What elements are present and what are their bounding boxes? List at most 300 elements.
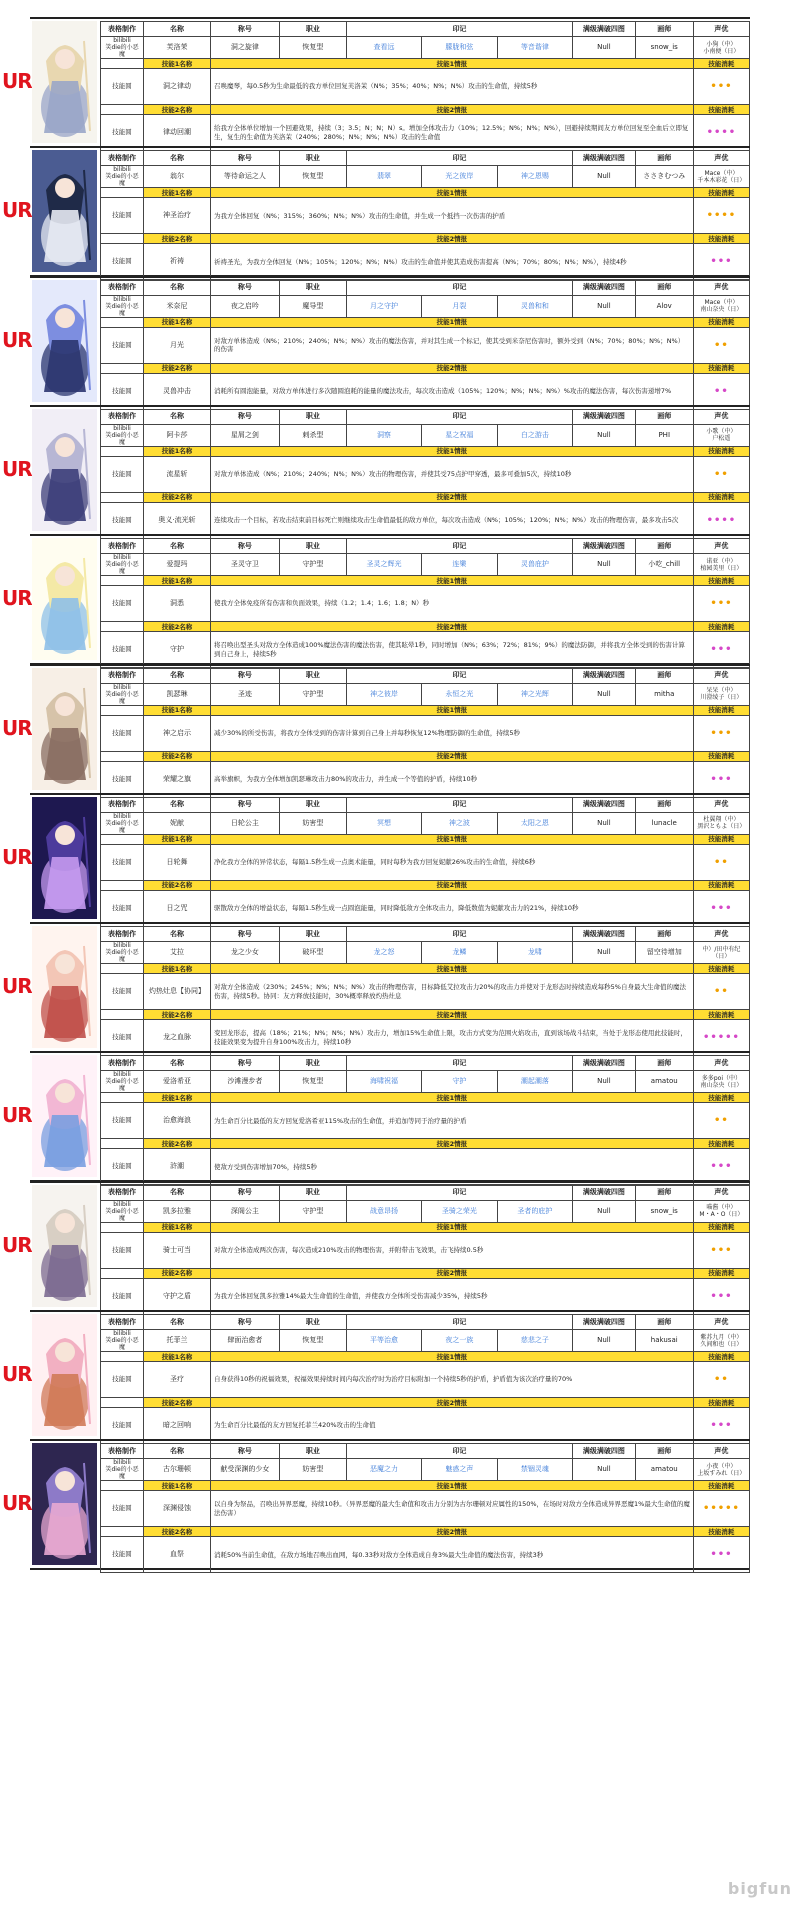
skill1-name: 洞悉 [144, 586, 211, 622]
header-title: 称号 [210, 22, 279, 37]
header-maker: 表格制作 [101, 927, 144, 942]
skill1-desc: 召唤魔琴，每0.5秒为生命最低的我方单位回复芙洛茉（N%；35%；40%；N%；N%）攻击的生命值，持续5秒 [210, 69, 693, 105]
character-card [2, 1310, 750, 1441]
rarity-badge: UR [2, 327, 32, 352]
header-name: 名称 [144, 1056, 211, 1071]
character-card [2, 17, 750, 148]
header-artist: 画师 [635, 22, 693, 37]
header-job: 职业 [279, 1056, 346, 1071]
mark-3[interactable]: 灵兽和和 [497, 295, 572, 317]
cv-value: 小狗（中） 小南便（日） [693, 37, 749, 59]
skill2-desc: 驱散敌方全体的增益状态，每隔1.5秒生成一点圆泡能量，同时降低敌方全体攻击力，降低数值为妮献攻击力的21%，持续10秒 [210, 890, 693, 926]
mark-3[interactable]: 等音谐律 [497, 37, 572, 59]
skill1-energy-header: 技能消耗 [693, 834, 749, 844]
skill2-desc: 变回龙形态，提高（18%；21%；N%；N%；N%）攻击力，增加15%生命值上限，攻击方式变为范围火焰攻击，直到该场战斗结束，当处于龙形态使用此技能时，技能效果变为提升自身100%攻击力，持续10秒 [210, 1020, 693, 1056]
mark-3[interactable]: 圣者的庇护 [497, 1200, 572, 1222]
maker-value: bilibili 笑die的小恶魔 [101, 1071, 144, 1093]
skill2-energy-dots: ••••• [693, 1020, 749, 1056]
skill1-desc-header: 技能1情报 [210, 188, 693, 198]
skill1-name-header: 技能1名称 [144, 1481, 211, 1491]
maker-value: bilibili 笑die的小恶魔 [101, 1200, 144, 1222]
character-info-table [100, 150, 750, 280]
header-artist: 画师 [635, 1444, 693, 1459]
maker-value: bilibili 笑die的小恶魔 [101, 424, 144, 446]
skill2-energy-dots: ••• [693, 761, 749, 797]
artist-value: snow_is [635, 1200, 693, 1222]
skill1-desc: 自身获得10秒的祝福效果，祝福效果持续时间内每次治疗时为治疗目标附加一个持续5秒的护盾，护盾值为该次治疗量的70% [210, 1362, 693, 1398]
skill2-name-header: 技能2名称 [144, 105, 211, 115]
header-mod: 满级满破四图 [573, 797, 636, 812]
header-name: 名称 [144, 409, 211, 424]
skill1-name: 日轮舞 [144, 844, 211, 880]
header-name: 名称 [144, 1315, 211, 1330]
character-job: 妨害型 [279, 1459, 346, 1481]
mark-1[interactable]: 战意昂扬 [346, 1200, 421, 1222]
skill1-role: 技能圆 [101, 1491, 144, 1527]
character-info-table [100, 668, 750, 798]
skill1-name-header: 技能1名称 [144, 705, 211, 715]
skill2-name: 日之咒 [144, 890, 211, 926]
rarity-badge: UR [2, 1103, 32, 1128]
skill1-role: 技能圆 [101, 1103, 144, 1139]
skill1-name: 治愈海浪 [144, 1103, 211, 1139]
character-name: 凯瑟琳 [144, 683, 211, 705]
skill1-role: 技能圆 [101, 844, 144, 880]
mark-3[interactable]: 灵兽庇护 [497, 554, 572, 576]
mark-1[interactable]: 平等治愈 [346, 1330, 421, 1352]
skill2-desc-header: 技能2情报 [210, 1527, 693, 1537]
skill2-desc: 连续攻击一个目标，若攻击结束前目标死亡则继续攻击生命值最低的敌方单位，每次攻击造成（N%；105%；120%；N%；N%）攻击的物理伤害，最多攻击5次 [210, 502, 693, 538]
skill2-desc-header: 技能2情报 [210, 1010, 693, 1020]
skill1-energy-header: 技能消耗 [693, 446, 749, 456]
skill2-energy-header: 技能消耗 [693, 234, 749, 244]
skill1-energy-dots: ••• [693, 586, 749, 622]
watermark: bigfun [727, 1879, 792, 1898]
header-artist: 画师 [635, 280, 693, 295]
mark-1[interactable]: 翡翠 [346, 166, 421, 188]
skill1-desc-header: 技能1情报 [210, 1222, 693, 1232]
mark-3[interactable]: 龙啸 [497, 942, 572, 964]
skill2-name-header: 技能2名称 [144, 1398, 211, 1408]
rarity-badge: UR [2, 844, 32, 869]
header-artist: 画师 [635, 1315, 693, 1330]
mark-3[interactable]: 潮起潮落 [497, 1071, 572, 1093]
mark-1[interactable]: 恶魔之力 [346, 1459, 421, 1481]
mark-3[interactable]: 太阳之恩 [497, 812, 572, 834]
mark-2[interactable]: 神之波 [422, 812, 497, 834]
skill1-name-header: 技能1名称 [144, 446, 211, 456]
header-maker: 表格制作 [101, 797, 144, 812]
header-maker: 表格制作 [101, 539, 144, 554]
skill1-desc-header: 技能1情报 [210, 1481, 693, 1491]
skill2-name: 暗之回响 [144, 1408, 211, 1444]
character-job: 恢复型 [279, 166, 346, 188]
character-job: 魔导型 [279, 295, 346, 317]
character-job: 破坏型 [279, 942, 346, 964]
skill2-desc: 为生命百分比最低的友方回复托菲兰420%攻击的生命值 [210, 1408, 693, 1444]
character-illustration [32, 538, 97, 660]
maker-value: bilibili 笑die的小恶魔 [101, 554, 144, 576]
character-portrait [32, 150, 97, 272]
skill2-desc: 高举旗帜，为我方全体增加凯瑟琳攻击力80%的攻击力，并生成一个等值的护盾，持续10秒 [210, 761, 693, 797]
skill2-name: 律动回潮 [144, 115, 211, 151]
character-job: 妨害型 [279, 812, 346, 834]
skill1-energy-header: 技能消耗 [693, 576, 749, 586]
mark-1[interactable]: 查看远 [346, 37, 421, 59]
skill2-name: 灵兽冲击 [144, 373, 211, 409]
character-illustration [32, 150, 97, 272]
skill2-role: 技能圆 [101, 1020, 144, 1056]
header-mod: 满级满破四图 [573, 280, 636, 295]
header-mod: 满级满破四图 [573, 1444, 636, 1459]
header-cv: 声优 [693, 927, 749, 942]
header-artist: 画师 [635, 1056, 693, 1071]
skill1-desc: 为生命百分比最低的友方回复爱洛希亚115%攻击的生命值，并追加等同于治疗量的护盾 [210, 1103, 693, 1139]
mark-2[interactable]: 朦胧和弦 [422, 37, 497, 59]
character-job: 恢复型 [279, 37, 346, 59]
rarity-badge: UR [2, 586, 32, 611]
skill2-energy-dots: ••• [693, 632, 749, 668]
skill1-role: 技能圆 [101, 327, 144, 363]
header-artist: 画师 [635, 668, 693, 683]
character-title: 圣灵守卫 [210, 554, 279, 576]
skill2-role: 技能圆 [101, 1278, 144, 1314]
skill1-desc-header: 技能1情报 [210, 317, 693, 327]
skill2-role: 技能圆 [101, 373, 144, 409]
header-job: 职业 [279, 1315, 346, 1330]
header-mod: 满级满破四图 [573, 1315, 636, 1330]
skill1-energy-dots: •••• [693, 198, 749, 234]
skill2-name-header: 技能2名称 [144, 492, 211, 502]
header-job: 职业 [279, 668, 346, 683]
mark-2[interactable]: 月裂 [422, 295, 497, 317]
skill2-energy-dots: ••• [693, 1408, 749, 1444]
rarity-badge: UR [2, 1362, 32, 1386]
header-mark: 印记 [346, 539, 572, 554]
character-job: 守护型 [279, 683, 346, 705]
skill2-role: 技能圆 [101, 890, 144, 926]
skill2-energy-dots: ••• [693, 1149, 749, 1185]
mark-2[interactable]: 永恒之光 [422, 683, 497, 705]
artist-value: amatou [635, 1459, 693, 1481]
skill1-energy-dots: ••••• [693, 1491, 749, 1527]
rarity-badge: UR [2, 1232, 32, 1257]
header-maker: 表格制作 [101, 1185, 144, 1200]
skill2-desc-header: 技能2情报 [210, 1398, 693, 1408]
skill1-desc: 使我方全体免疫所有伤害和负面效果，持续（1.2；1.4；1.6；1.8；N）秒 [210, 586, 693, 622]
mark-1[interactable]: 圣灵之辉光 [346, 554, 421, 576]
mark-3[interactable]: 白之游击 [497, 424, 572, 446]
skill1-energy-dots: •• [693, 327, 749, 363]
skill2-name-header: 技能2名称 [144, 622, 211, 632]
mod-value: Null [573, 424, 636, 446]
header-artist: 画师 [635, 151, 693, 166]
artist-value: 留空待增加 [635, 942, 693, 964]
header-maker: 表格制作 [101, 409, 144, 424]
character-name: 米奈尼 [144, 295, 211, 317]
skill1-desc: 对敌方全体造成（230%；245%；N%；N%；N%）攻击的物理伤害，目标降低艾拉攻击力20%的攻击力并使对于龙形态时持续造成每秒5%自身最大生命值的魔法伤害，持续5秒。协同：友方释放技能时，30%概率释放灼热灶息 [210, 974, 693, 1010]
character-title: 星屑之剑 [210, 424, 279, 446]
skill1-desc-header: 技能1情报 [210, 576, 693, 586]
header-title: 称号 [210, 280, 279, 295]
skill2-energy-header: 技能消耗 [693, 751, 749, 761]
header-title: 称号 [210, 1444, 279, 1459]
artist-value: hakusai [635, 1330, 693, 1352]
header-title: 称号 [210, 927, 279, 942]
skill1-name: 神之启示 [144, 715, 211, 751]
character-title: 等待命运之人 [210, 166, 279, 188]
header-job: 职业 [279, 927, 346, 942]
skill1-energy-header: 技能消耗 [693, 1222, 749, 1232]
character-illustration [32, 21, 97, 143]
skill1-energy-dots: •• [693, 456, 749, 492]
skill1-desc: 净化我方全体的异常状态，每隔1.5秒生成一点奥术能量，同时每秒为我方回复妮献26%攻击的生命值，持续6秒 [210, 844, 693, 880]
character-job: 守护型 [279, 554, 346, 576]
skill1-name-header: 技能1名称 [144, 1222, 211, 1232]
character-illustration [32, 926, 97, 1048]
skill1-desc-header: 技能1情报 [210, 1352, 693, 1362]
skill2-desc-header: 技能2情报 [210, 234, 693, 244]
header-mod: 满级满破四图 [573, 1185, 636, 1200]
mark-2[interactable]: 守护 [422, 1071, 497, 1093]
skill2-energy-header: 技能消耗 [693, 1527, 749, 1537]
character-title: 夜之启吟 [210, 295, 279, 317]
skill1-energy-dots: •• [693, 974, 749, 1010]
character-info-table [100, 1055, 750, 1185]
header-cv: 声优 [693, 668, 749, 683]
mark-2[interactable]: 夜之一族 [422, 1330, 497, 1352]
character-card [2, 534, 750, 665]
character-portrait [32, 21, 97, 143]
header-mark: 印记 [346, 927, 572, 942]
skill2-name: 荣耀之旗 [144, 761, 211, 797]
header-maker: 表格制作 [101, 22, 144, 37]
skill2-energy-header: 技能消耗 [693, 363, 749, 373]
header-cv: 声优 [693, 1185, 749, 1200]
header-title: 称号 [210, 1056, 279, 1071]
header-maker: 表格制作 [101, 1056, 144, 1071]
skill1-desc: 减少30%的所受伤害，将我方全体受到的伤害计算到自己身上并每秒恢复12%物理防御的生命值，持续5秒 [210, 715, 693, 751]
mark-3[interactable]: 神之光辉 [497, 683, 572, 705]
skill1-energy-header: 技能消耗 [693, 317, 749, 327]
artist-value: snow_is [635, 37, 693, 59]
character-portrait [32, 668, 97, 790]
character-info-table [100, 1314, 750, 1444]
skill2-desc-header: 技能2情报 [210, 880, 693, 890]
header-cv: 声优 [693, 151, 749, 166]
rarity-badge: UR [2, 715, 32, 740]
character-portrait [32, 1185, 97, 1307]
mark-3[interactable]: 禁锢灵魂 [497, 1459, 572, 1481]
skill2-name: 祈祷 [144, 244, 211, 280]
mod-value: Null [573, 295, 636, 317]
skill1-role: 技能圆 [101, 715, 144, 751]
character-card [2, 793, 750, 924]
skill1-role: 技能圆 [101, 1362, 144, 1398]
skill1-energy-dots: ••• [693, 1232, 749, 1268]
cv-value: Mace（中） 千本木彩花（日） [693, 166, 749, 188]
mark-2[interactable]: 魅惑之声 [422, 1459, 497, 1481]
character-illustration [32, 1443, 97, 1565]
header-job: 职业 [279, 409, 346, 424]
header-name: 名称 [144, 151, 211, 166]
skill1-energy-header: 技能消耗 [693, 1481, 749, 1491]
skill2-name: 浒潮 [144, 1149, 211, 1185]
header-mark: 印记 [346, 151, 572, 166]
character-illustration [32, 1055, 97, 1177]
skill2-energy-header: 技能消耗 [693, 1268, 749, 1278]
mark-1[interactable]: 神之彼岸 [346, 683, 421, 705]
skill2-energy-header: 技能消耗 [693, 492, 749, 502]
mark-1[interactable]: 月之守护 [346, 295, 421, 317]
character-info-table [100, 797, 750, 927]
skill1-role: 技能圆 [101, 974, 144, 1010]
mark-1[interactable]: 冥想 [346, 812, 421, 834]
header-cv: 声优 [693, 1444, 749, 1459]
skill1-energy-dots: •• [693, 1362, 749, 1398]
skill1-energy-header: 技能消耗 [693, 964, 749, 974]
mark-2[interactable]: 连樂 [422, 554, 497, 576]
character-illustration [32, 1314, 97, 1436]
header-artist: 画师 [635, 797, 693, 812]
header-name: 名称 [144, 539, 211, 554]
artist-value: 小吃_chill [635, 554, 693, 576]
skill2-desc-header: 技能2情报 [210, 105, 693, 115]
skill2-name-header: 技能2名称 [144, 751, 211, 761]
skill1-name-header: 技能1名称 [144, 188, 211, 198]
mark-1[interactable]: 洞察 [346, 424, 421, 446]
skill2-name: 守护之盾 [144, 1278, 211, 1314]
header-mark: 印记 [346, 1185, 572, 1200]
character-portrait [32, 1314, 97, 1436]
character-job: 恢复型 [279, 1071, 346, 1093]
skill2-name: 血祭 [144, 1537, 211, 1573]
skill1-energy-header: 技能消耗 [693, 1352, 749, 1362]
skill2-energy-header: 技能消耗 [693, 1139, 749, 1149]
header-job: 职业 [279, 1444, 346, 1459]
character-illustration [32, 409, 97, 531]
skill1-desc-header: 技能1情报 [210, 705, 693, 715]
mark-2[interactable]: 光之彼岸 [422, 166, 497, 188]
skill2-desc-header: 技能2情报 [210, 622, 693, 632]
character-title: 日轮公主 [210, 812, 279, 834]
skill2-desc: 为我方全体回复凯多拉雅14%最大生命值的生命值，并使我方全体所受伤害减少35%，持续5秒 [210, 1278, 693, 1314]
maker-value: bilibili 笑die的小恶魔 [101, 295, 144, 317]
skill2-name-header: 技能2名称 [144, 363, 211, 373]
character-card [2, 1181, 750, 1312]
skill1-role: 技能圆 [101, 1232, 144, 1268]
mark-2[interactable]: 圣骑之荣光 [422, 1200, 497, 1222]
header-title: 称号 [210, 1315, 279, 1330]
header-mark: 印记 [346, 797, 572, 812]
mod-value: Null [573, 942, 636, 964]
skill1-name: 深渊侵蚀 [144, 1491, 211, 1527]
character-info-table [100, 1443, 750, 1573]
skill1-name-header: 技能1名称 [144, 1352, 211, 1362]
mark-2[interactable]: 星之祝福 [422, 424, 497, 446]
mod-value: Null [573, 166, 636, 188]
character-name: 凯多拉雅 [144, 1200, 211, 1222]
maker-value: bilibili 笑die的小恶魔 [101, 166, 144, 188]
maker-value: bilibili 笑die的小恶魔 [101, 683, 144, 705]
skill2-energy-header: 技能消耗 [693, 1010, 749, 1020]
character-info-table [100, 409, 750, 539]
mod-value: Null [573, 1330, 636, 1352]
skill1-name: 月光 [144, 327, 211, 363]
character-title: 肆面治愈者 [210, 1330, 279, 1352]
skill1-desc-header: 技能1情报 [210, 446, 693, 456]
header-name: 名称 [144, 280, 211, 295]
header-name: 名称 [144, 797, 211, 812]
skill1-desc-header: 技能1情报 [210, 1093, 693, 1103]
mark-1[interactable]: 海啸祝福 [346, 1071, 421, 1093]
mod-value: Null [573, 683, 636, 705]
skill1-desc: 对敌方全体造成两次伤害，每次造成210%攻击的物理伤害，并附带击飞效果，击飞持续0.5秒 [210, 1232, 693, 1268]
character-info-table [100, 280, 750, 410]
header-artist: 画师 [635, 539, 693, 554]
skill2-name-header: 技能2名称 [144, 234, 211, 244]
header-title: 称号 [210, 668, 279, 683]
character-name: 爱洛希亚 [144, 1071, 211, 1093]
character-card [2, 1439, 750, 1570]
skill2-role: 技能圆 [101, 115, 144, 151]
character-illustration [32, 797, 97, 919]
header-cv: 声优 [693, 280, 749, 295]
character-portrait [32, 797, 97, 919]
skill2-energy-dots: •• [693, 373, 749, 409]
header-mod: 满级满破四图 [573, 668, 636, 683]
skill2-energy-header: 技能消耗 [693, 622, 749, 632]
skill2-role: 技能圆 [101, 1408, 144, 1444]
artist-value: Alov [635, 295, 693, 317]
header-job: 职业 [279, 1185, 346, 1200]
skill1-role: 技能圆 [101, 586, 144, 622]
header-mark: 印记 [346, 1315, 572, 1330]
skill2-desc-header: 技能2情报 [210, 1268, 693, 1278]
skill1-energy-header: 技能消耗 [693, 705, 749, 715]
header-mod: 满级满破四图 [573, 539, 636, 554]
character-job: 刺杀型 [279, 424, 346, 446]
character-name: 艾拉 [144, 942, 211, 964]
character-card [2, 664, 750, 795]
skill2-name: 龙之血脉 [144, 1020, 211, 1056]
cv-value: 小夜（中） 上坂すみれ（日） [693, 1459, 749, 1481]
skill2-energy-dots: •••• [693, 502, 749, 538]
skill1-name-header: 技能1名称 [144, 317, 211, 327]
cv-value: Mace（中） 南山奈央（日） [693, 295, 749, 317]
skill2-energy-header: 技能消耗 [693, 880, 749, 890]
header-maker: 表格制作 [101, 1315, 144, 1330]
character-title: 沙滩漫步者 [210, 1071, 279, 1093]
skill1-name-header: 技能1名称 [144, 1093, 211, 1103]
character-name: 爱提玛 [144, 554, 211, 576]
character-portrait [32, 1055, 97, 1177]
mark-3[interactable]: 神之恩赐 [497, 166, 572, 188]
mod-value: Null [573, 1071, 636, 1093]
header-title: 称号 [210, 539, 279, 554]
mark-2[interactable]: 龙鳞 [422, 942, 497, 964]
mark-3[interactable]: 慈悲之子 [497, 1330, 572, 1352]
header-title: 称号 [210, 151, 279, 166]
cv-value: 呆呆（中） 川澄绫子（日） [693, 683, 749, 705]
header-mod: 满级满破四图 [573, 1056, 636, 1071]
skill1-name: 神圣治疗 [144, 198, 211, 234]
mark-1[interactable]: 龙之怒 [346, 942, 421, 964]
character-portrait [32, 538, 97, 660]
maker-value: bilibili 笑die的小恶魔 [101, 1330, 144, 1352]
character-card [2, 1051, 750, 1182]
character-card [2, 922, 750, 1053]
